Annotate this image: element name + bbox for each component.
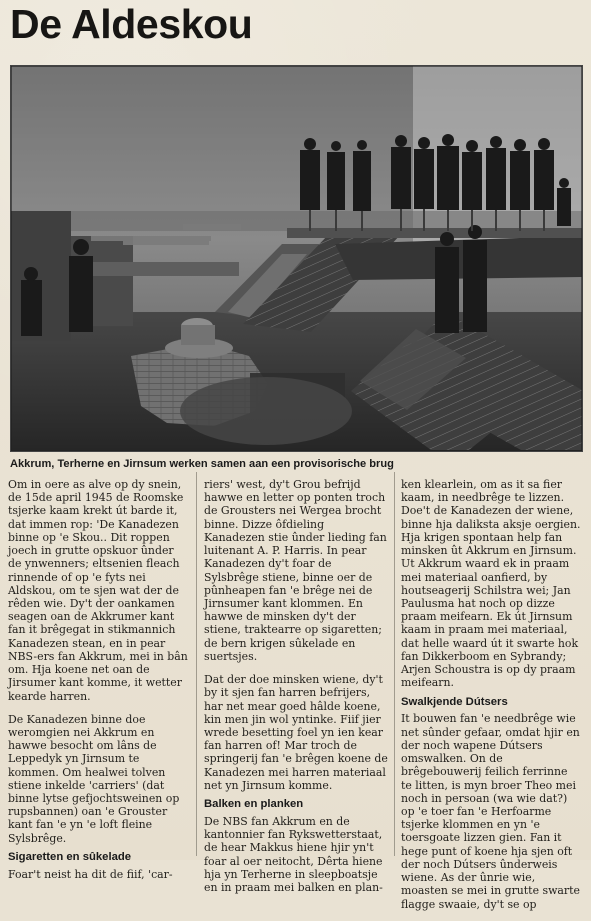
column-divider-2 bbox=[394, 472, 395, 856]
column-2-paragraph-1: riers' west, dy't Grou befrijd hawwe en letter op ponten troch de Grousters nei Wergea brocht binne. Dizze ôfdieling Kanadezen stie ûnder lieding fan luitenant A. P. Harris. In pear Kanadezen dy't foar de Sylsbrêge stiene, binne oer de pûnheapen fan 'e brêge nei de Jirnsumer kant klommen. En hawwe de minsken dy't der stiene, traktearre op sigaretten; de bern krigen sûkelade en suertsjes. bbox=[204, 478, 387, 663]
article-column-3 bbox=[401, 478, 581, 921]
article-column-1 bbox=[8, 478, 190, 891]
column-3-paragraph-2: It bouwen fan 'e needbrêge wie net sûnder gefaar, omdat hjir en der noch wapene Dútsers omswalken. On de brêgebouwerij feilich ferrinne te litten, is myn broer Theo mei noch in persoan (wa wie dat?) op 'e toer fan 'e Herfoarme tsjerke klommen en yn 'e toersgoate lizzen gien. Fan it hege punt of koene hja sjen oft der noch Dútsers ûnderweis wiene. As der ûnrie wie, moasten se mei in grutte swarte flagge swaaie, dy't se op bbox=[401, 712, 580, 911]
column-1-paragraph-2: De Kanadezen binne doe weromgien nei Akkrum en hawwe besocht om lâns de Leppedyk yn Jirnsum te kommen. Om healwei tolven stiene inkelde 'carriers' (dat binne lytse gefjochtsweinen op rupsbannen) oan 'e Grouster kant fan 'e yn 'e loft fleine Sylsbrêge. bbox=[8, 712, 180, 845]
column-1-subhead: Sigaretten en sûkelade bbox=[8, 850, 132, 863]
column-3-subhead: Swalkjende Dútsers bbox=[401, 695, 508, 708]
photo-caption: Akkrum, Terherne en Jirnsum werken samen aan een provisorische brug bbox=[10, 458, 394, 470]
headline: De Aldeskou bbox=[10, 1, 253, 47]
photo-image bbox=[11, 66, 582, 451]
column-3-paragraph-1: ken klearlein, om as it sa fier kaam, in needbrêge te lizzen. Doe't de Kanadezen der wiene, binne hja daliksta aksje oergien. Hja krigen spontaan help fan minsken ût Akkrum en Jirnsum. Ut Akkrum waard ek in praam mei materiaal oanfierd, by houtseagerij Schilstra wei; Jan Paulusma hat noch op dizze praam meifearn. Ek út Jirnsum kaam in praam mei materiaal, dat helle waard út it swarte hok fan Dikkerboom en Sybrandy; Arjen Schoustra is op dy praam meifearn. bbox=[401, 478, 581, 690]
column-1-paragraph-3: Foar't neist ha dit de fiif, 'car- bbox=[8, 867, 173, 881]
column-2-paragraph-3: De NBS fan Akkrum en de kantonnier fan Rykswetterstaat, de hear Makkus hiene hjir yn't foar al oer neitocht, Dêrta hiene hja yn Terherne in sleepboatsje en in praam mei balken en plan- bbox=[204, 815, 383, 895]
article-column-2 bbox=[204, 478, 388, 904]
column-divider-1 bbox=[196, 472, 197, 856]
column-2-subhead: Balken en planken bbox=[204, 798, 304, 811]
column-2-paragraph-2: Dat der doe minsken wiene, dy't by it sjen fan harren befrijers, har net mear goed hâlde koene, kin men jin wol yntinke. Fiif jier wrede besetting foel yn ien kear fan harren of! Mar troch de springerij fan 'e brêgen koene de Kanadezen mei harren materiaal net yn Jirnsum komme. bbox=[204, 673, 388, 792]
historic-photo bbox=[10, 65, 583, 452]
column-1-paragraph-1: Om in oere as alve op dy snein, de 15de april 1945 de Roomske tsjerke kaam krekt út barde it, dat immen rop: 'De Kanadezen binne op 'e Skou.. Dit roppen joech in grutte opskuor ûnder de ynwenners; eltsenien fleach rinnende of op 'e fyts nei Aldskou, om te sjen wat der de rêden wie. Dy't der oankamen seagen oan de Akkrumer kant fan it brêgegat in stikmannich Kanadezen stean, en in pear NBS-ers fan Akkrum, mei in bân om. Hja koene net oan de Jirsumer kant komme, it wetter kearde harren. bbox=[8, 478, 188, 703]
